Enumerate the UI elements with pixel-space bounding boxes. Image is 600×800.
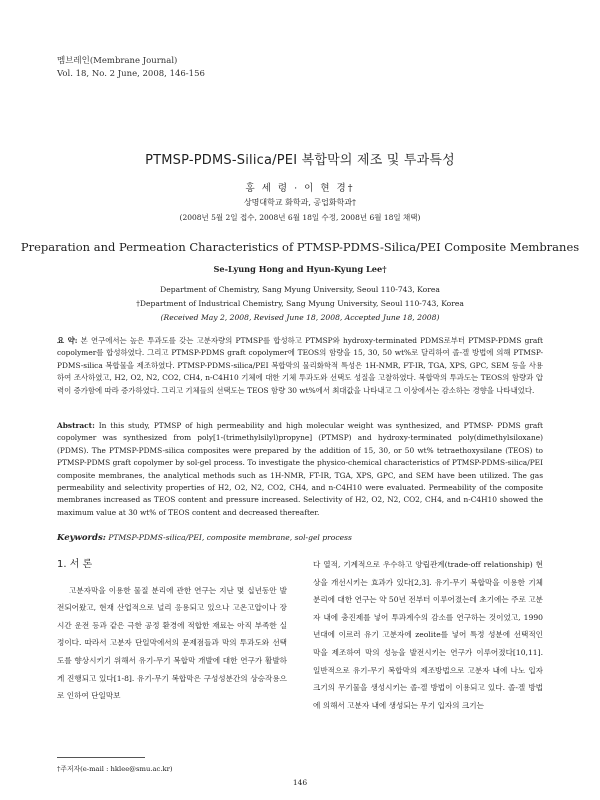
journal-name: 멤브레인(Membrane Journal) — [57, 56, 178, 66]
journal-issue: Vol. 18, No. 2 June, 2008, 146-156 — [57, 69, 205, 79]
footnote: †주저자(e-mail : hklee@smu.ac.kr) — [57, 765, 173, 773]
korean-abstract-label: 요 약: — [57, 336, 78, 345]
body-paragraph-left: 고분자막을 이용한 물질 분리에 관한 연구는 지난 몇 십년동안 발전되어왔고, 현재 산업적으로 널리 응용되고 있으나 고온고압이나 장시간 운전 등과 같은 극한 공정 환경에 적합한 재료는 아직 부족한 실정이다. 따라서 고분자 단일막에서의 문제점들과 막의 투과도와 선택도를 향상시키기 위해서 유기-무기 복합막 개발에 대한 연구가 활발하게 진행되고 있다[1-8]. 유기-무기 복합막은 구성성분간의 상승작용으로 인하여 단일막보 — [57, 585, 287, 701]
english-authors: Se-Lyung Hong and Hyun-Kyung Lee† — [213, 264, 387, 274]
english-affiliation-2: †Department of Industrical Chemistry, Sang Myung University, Seoul 110-743, Korea — [136, 299, 464, 308]
section-heading: 1. 서 론 — [57, 559, 93, 570]
korean-authors: 홍 세 령 · 이 현 경† — [245, 183, 355, 194]
korean-title: PTMSP-PDMS-Silica/PEI 복합막의 제조 및 투과특성 — [145, 153, 455, 168]
page-number: 146 — [292, 778, 308, 787]
keywords — [57, 533, 352, 543]
body-paragraph-right: 다 열적, 기계적으로 우수하고 양립관계(trade-off relationship) 현상을 개선시키는 효과가 있다[2,3]. 유기-무기 복합막을 이용한 기체 분리에 대한 연구는 약 50년 전부터 이루어졌는데 초기에는 주로 고분자 내에 충진제를 넣어 투과계수의 감소를 연구하는 것이었고, 1990년대에 이르러 유기 고분자에 zeolite를 넣어 특정 성분에 선택적인 막을 제조하여 막의 성능을 발전시키는 연구가 이루어졌다[10,11]. 일반적으로 유기-무기 복합막의 제조방법으로 고분자 내에 나노 입자 크기의 무기물을 생성시키는 졸-겔 방법이 이용되고 있다. 졸-겔 방법에 의해서 고분자 내에 생성되는 무기 입자의 크기는 — [313, 560, 543, 710]
english-abstract — [57, 420, 543, 519]
english-abstract-label: Abstract: — [57, 421, 95, 430]
body-column-right — [313, 556, 543, 714]
korean-dates: (2008년 5월 2일 접수, 2008년 6월 18일 수정, 2008년 6월 18일 채택) — [179, 213, 421, 222]
body-column-left — [57, 556, 287, 705]
korean-affiliation: 상명대학교 화학과, 공업화학과† — [243, 198, 357, 207]
korean-abstract — [57, 335, 543, 397]
keywords-text: PTMSP-PDMS-silica/PEI, composite membrane, sol-gel process — [108, 533, 352, 542]
korean-abstract-text: 본 연구에서는 높은 투과도를 갖는 고분자량의 PTMSP를 합성하고 PTMSP와 hydroxy-terminated PDMS로부터 PTMSP-PDMS graft copolymer를 합성하였다. 그리고 PTMSP-PDMS graft copolymer에 TEOS의 함량을 15, 30, 50 wt%로 달리하여 졸-겔 방법에 의해 PTMSP-PDMS-silica 복합물을 제조하였다. PTMSP-PDMS-silica/PEI 복합막의 물리화학적 특성은 1H-NMR, FT-IR, TGA, XPS, GPC, SEM 등을 사용하여 조사하였고, H2, O2, N2, CO2, CH4, n-C4H10 기체에 대한 기체 투과도와 선택도 성질을 고찰하였다. 복합막의 투과도는 TEOS의 함량과 압력이 증가함에 따라 증가하였다. 그리고 기체들의 선택도는 TEOS 함량 30 wt%에서 최대값을 나타내고 그 이상에서는 감소하는 경향을 나타내었다. — [57, 336, 543, 395]
journal-header — [57, 55, 205, 81]
english-abstract-text: In this study, PTMSP of high permeability and high molecular weight was synthesized, and PTMSP- PDMS graft copolymer was synthesized from poly[1-(trimethylsilyl)propyne] (PTMSP) and hydroxy-terminated poly(dimethylsiloxane) (PDMS). The PTMSP-PDMS-silica composites were prepared by the addition of 15, 30, or 50 wt% tetraethoxysilane (TEOS) to PTMSP-PDMS graft copolymer by sol-gel process. To investigate the physico-chemical characteristics of PTMSP-PDMS-silica/PEI composite membranes, the analytical methods such as 1H-NMR, FT-IR, TGA, XPS, GPC, and SEM have been utilized. The gas permeability and selectivity properties of H2, O2, N2, CO2, CH4, and n-C4H10 were evaluated. Permeability of the composite membranes increased as TEOS content and pressure increased. Selectivity of H2, O2, N2, CO2, CH4, and n-C4H10 showed the maximum value at 30 wt% of TEOS content and decreased thereafter. — [57, 421, 544, 517]
footnote-divider — [57, 757, 145, 758]
keywords-label: Keywords: — [57, 533, 106, 543]
english-dates: (Received May 2, 2008, Revised June 18, 2008, Accepted June 18, 2008) — [160, 313, 440, 322]
english-affiliation-1: Department of Chemistry, Sang Myung University, Seoul 110-743, Korea — [160, 285, 440, 294]
english-title: Preparation and Permeation Characteristics of PTMSP-PDMS-Silica/PEI Composite Membranes — [20, 240, 580, 254]
